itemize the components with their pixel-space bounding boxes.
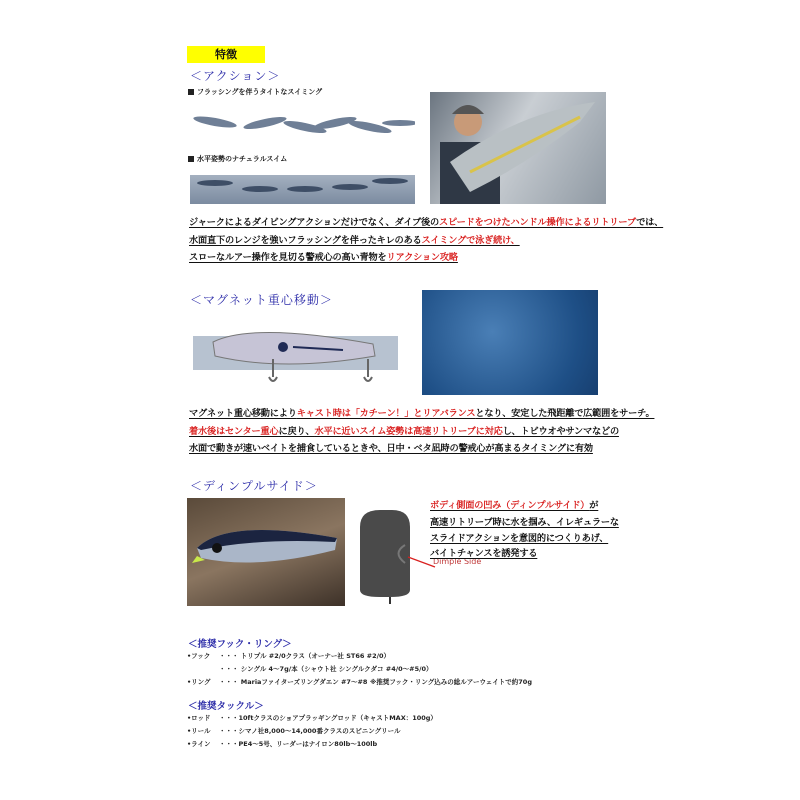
dimple-side-callout: Dimple Side [433,557,482,566]
hook-row: ・・・ シングル 4～7g/本（シャウト社 シングルクダコ #4/0～#5/0） [219,665,433,673]
line-row: •ライン ・・・PE4～5号、リーダーはナイロン80lb～100lb [187,740,378,748]
dimple-line-1 [430,497,598,511]
body-text: 水面直下のレンジを強いフラッシングを伴ったキレのある [189,235,422,246]
body-text: マグネット重心移動により [189,408,297,419]
action-heading: ＜アクション＞ [190,69,281,83]
lure-on-rock-photo [187,498,345,606]
dimple-line-4 [430,545,537,559]
body-text: スライドアクションを意図的につくりあげ、 [430,533,609,544]
magnet-line-3 [189,440,593,454]
flashing-label: フラッシングを伴うタイトなスイミング [188,87,322,97]
action-line-2 [189,232,520,246]
ocean-splash-photo [422,290,598,395]
features-badge: 特徴 [187,46,265,63]
body-text: ジャークによるダイビングアクションだけでなく、ダイブ後の [189,217,439,228]
highlight-text: スイミングで泳ぎ続け、 [421,235,520,246]
magnet-heading: ＜マグネット重心移動＞ [190,293,333,307]
highlight-text: 水平に近いスイム姿勢は高速リトリーブに対応 [314,426,503,437]
angler-yellowtail-photo [430,92,606,204]
weight-note: ※推奨フック・リング込みの総ルアーウェイトで約70g [370,678,532,686]
highlight-text: キャスト時は「カチーン！」とリアバランス [296,408,476,419]
hook-row: •フック ・・・ トリプル #2/0クラス（オーナー社 ST66 #2/0） [187,652,390,660]
natural-swim-diagram [190,175,415,204]
highlight-text: ボディ側面の凹み（ディンプルサイド） [430,500,590,511]
reel-row: •リール ・・・シマノ社8,000～14,000番クラスのスピニングリール [187,727,401,735]
action-line-1 [189,214,663,228]
body-text: スローなルアー操作を見切る警戒心の高い青物を [189,252,387,263]
flashing-swim-diagram [190,105,415,145]
hooks-heading: ＜推奨フック・リング＞ [188,639,292,650]
body-text: バイトチャンスを誘発する [430,548,538,559]
dimple-heading: ＜ディンプルサイド＞ [190,479,318,493]
body-text: となり、安定した飛距離で広範囲をサーチ。 [475,408,655,419]
highlight-text: スピードをつけたハンドル操作によるリトリーブ [439,217,637,228]
magnet-lure-diagram [193,314,398,394]
natural-swim-label: 水平姿勢のナチュラルスイム [188,154,287,164]
body-text: では、 [636,217,664,228]
magnet-line-1 [189,405,654,419]
dimple-line-3 [430,530,608,544]
action-line-3 [189,249,458,263]
tackle-heading: ＜推奨タックル＞ [188,701,264,712]
body-text: が [589,500,599,511]
body-text: 高速リトリーブ時に水を掴み、イレギュラーな [430,517,619,528]
body-text: 水面で動きが速いベイトを捕食しているときや、日中・ベタ凪時の警戒心が高まるタイミングに有効 [189,443,593,454]
body-text: に戻り、 [278,426,315,437]
dimple-line-2 [430,514,619,528]
rod-row: •ロッド ・・・10ftクラスのショアプラッギングロッド（キャストMAX：100g） [187,714,437,722]
highlight-text: 着水後はセンター重心 [189,426,279,437]
magnet-line-2 [189,423,619,437]
highlight-text: リアクション攻略 [386,252,458,263]
body-text: し、トビウオやサンマなどの [502,426,619,437]
ring-row: •リング ・・・ Mariaファイターズリングダエン #7～#8 [187,678,368,686]
